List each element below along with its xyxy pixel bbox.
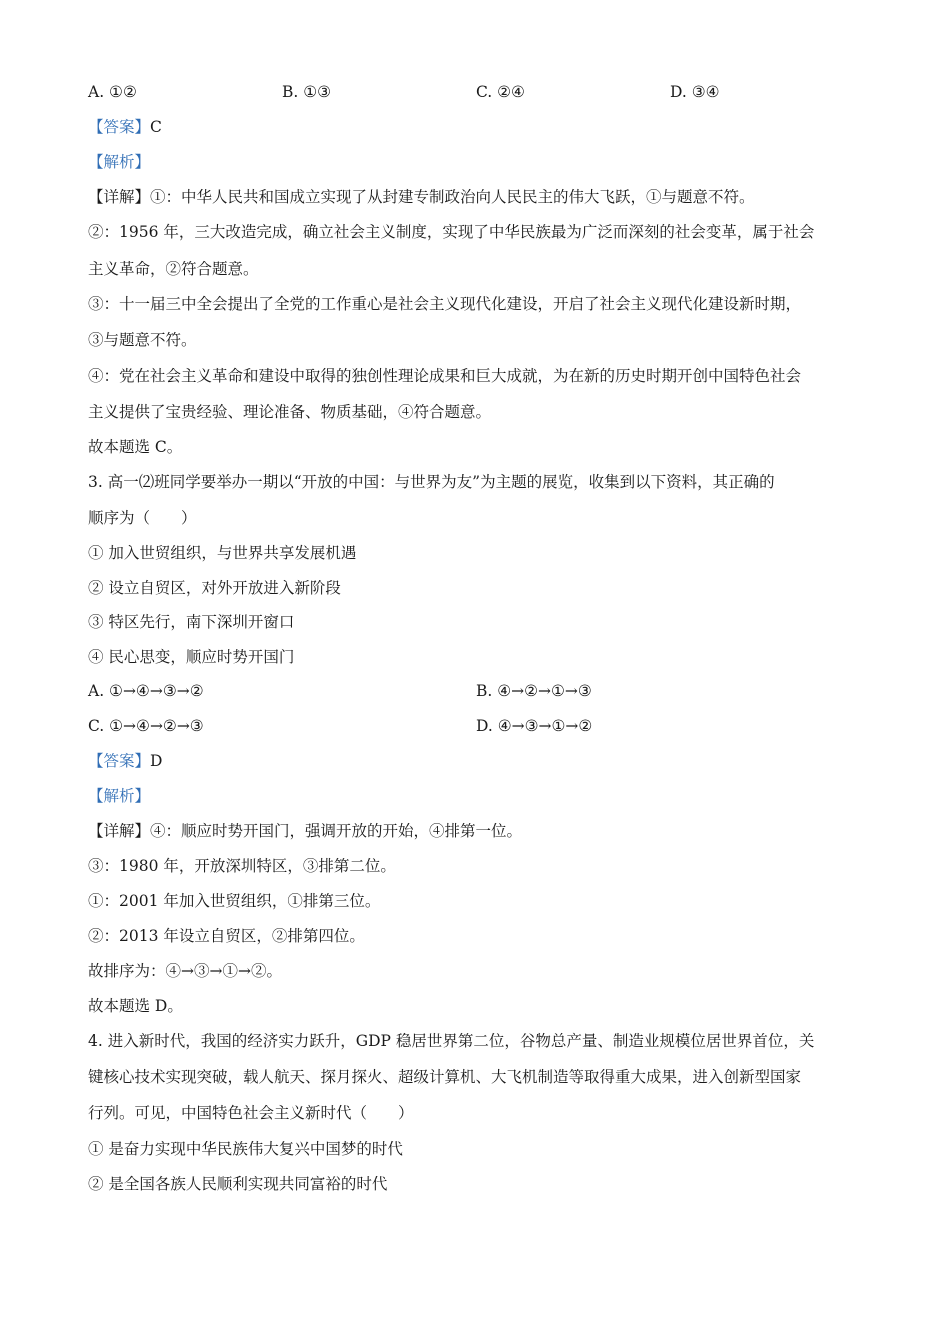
q3-stem: 顺序为（ ） [88,509,197,527]
q3-stem: 3. 高一⑵班同学要举办一期以“开放的中国：与世界为友”为主题的展览，收集到以下资料，其正确的 [88,473,775,491]
q3-option-d: D. ④→③→①→② [476,717,593,735]
q3-line: ①：2001 年加入世贸组织，①排第三位。 [88,892,381,910]
q3-item: ② 设立自贸区，对外开放进入新阶段 [88,579,341,597]
q3-analysis-tag: 【解析】 [88,787,151,805]
q2-option-b: B. ①③ [282,83,332,101]
q3-detail-line [88,821,522,841]
q2-detail-line [88,187,755,207]
q2-line: ③与题意不符。 [88,331,197,349]
q4-stem: 键核心技术实现突破，载人航天、探月探火、超级计算机、大飞机制造等取得重大成果，进入创新型国家 [88,1068,802,1086]
q2-analysis-tag: 【解析】 [88,153,151,171]
q3-item: ④ 民心思变，顺应时势开国门 [88,648,295,666]
q3-answer [88,751,162,771]
q4-item: ② 是全国各族人民顺利实现共同富裕的时代 [88,1175,388,1193]
q3-item: ① 加入世贸组织，与世界共享发展机遇 [88,544,357,562]
q2-line: ③：十一届三中全会提出了全党的工作重心是社会主义现代化建设，开启了社会主义现代化建设新时期， [88,295,802,313]
detail-tag: 【详解】 [88,188,151,206]
q2-line: ④：党在社会主义革命和建设中取得的独创性理论成果和巨大成就，为在新的历史时期开创中国特色社会 [88,367,802,385]
q2-option-d: D. ③④ [670,83,720,101]
q3-item: ③ 特区先行，南下深圳开窗口 [88,613,295,631]
q2-option-a: A. ①② [88,83,137,101]
answer-tag: 【答案】 [88,752,151,770]
q3-line: ②：2013 年设立自贸区，②排第四位。 [88,927,365,945]
q2-answer [88,117,162,137]
q2-line: 主义提供了宝贵经验、理论准备、物质基础，④符合题意。 [88,403,492,421]
detail-text: ①：中华人民共和国成立实现了从封建专制政治向人民民主的伟大飞跃，①与题意不符。 [150,188,755,206]
q3-option-c: C. ①→④→②→③ [88,717,204,735]
q2-line: 主义革命，②符合题意。 [88,260,259,278]
q3-conclusion: 故本题选 D。 [88,997,183,1015]
q4-stem: 行列。可见，中国特色社会主义新时代（ ） [88,1104,414,1122]
detail-tag: 【详解】 [88,822,151,840]
q3-option-b: B. ④→②→①→③ [476,682,592,700]
answer-value: D [150,752,163,770]
q2-option-c: C. ②④ [476,83,525,101]
answer-value: C [150,118,162,136]
answer-tag: 【答案】 [88,118,151,136]
q3-line: ③：1980 年，开放深圳特区，③排第二位。 [88,857,396,875]
q3-line: 故排序为：④→③→①→②。 [88,962,282,980]
detail-text: ④：顺应时势开国门，强调开放的开始，④排第一位。 [150,822,523,840]
q2-line: ②：1956 年，三大改造完成，确立社会主义制度，实现了中华民族最为广泛而深刻的社会变革，属于社会 [88,223,815,241]
q2-conclusion: 故本题选 C。 [88,438,183,456]
q4-stem: 4. 进入新时代，我国的经济实力跃升，GDP 稳居世界第二位，谷物总产量、制造业规模位居世界首位，关 [88,1032,815,1050]
q4-item: ① 是奋力实现中华民族伟大复兴中国梦的时代 [88,1140,403,1158]
q3-option-a: A. ①→④→③→② [88,682,204,700]
